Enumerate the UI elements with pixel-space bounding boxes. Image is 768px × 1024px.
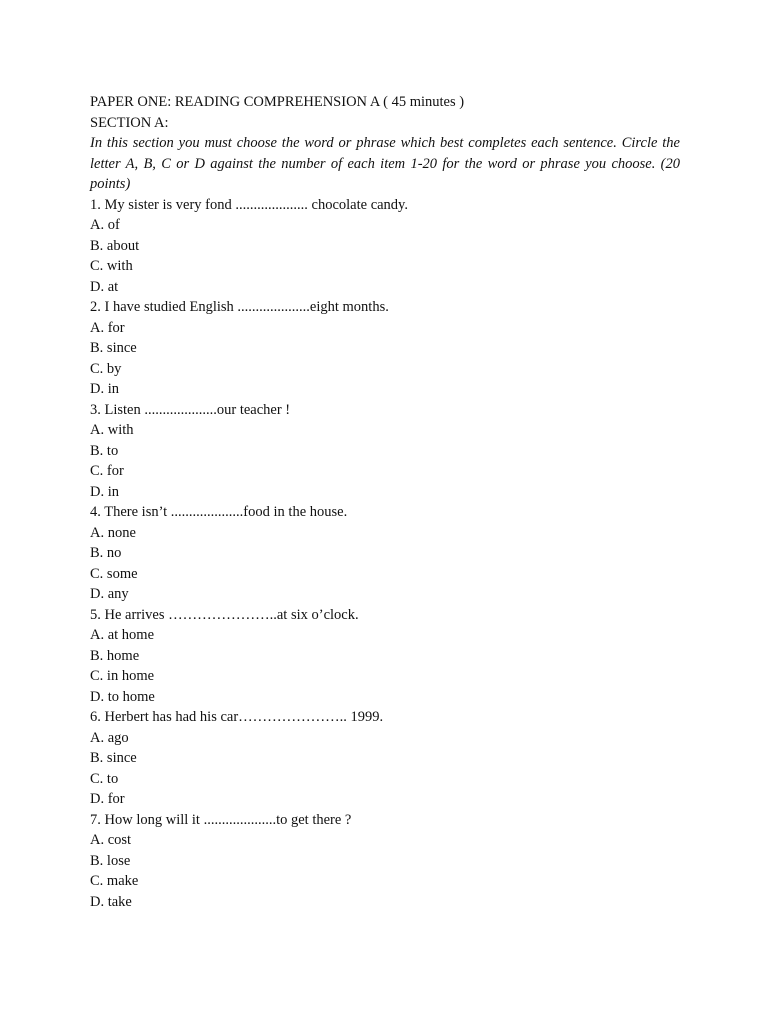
question-text: 4. There isn’t ....................food in the house. xyxy=(90,504,348,520)
answer-options xyxy=(90,830,690,912)
answer-option: A. with xyxy=(90,422,134,438)
answer-option: D. in xyxy=(90,381,119,397)
answer-option: B. to xyxy=(90,442,119,459)
answer-options xyxy=(90,215,690,297)
answer-option: C. to xyxy=(90,770,119,787)
answer-options xyxy=(90,625,690,707)
answer-option: B. lose xyxy=(90,852,131,869)
answer-option: C. with xyxy=(90,258,133,274)
question-text: 6. Herbert has had his car………………….. 1999. xyxy=(90,709,384,725)
answer-option: C. for xyxy=(90,463,124,479)
question-item xyxy=(90,502,690,605)
answer-option: A. for xyxy=(90,319,125,336)
question-item xyxy=(90,297,690,400)
answer-option: C. by xyxy=(90,360,122,377)
answer-option: A. of xyxy=(90,217,120,233)
answer-option: C. in home xyxy=(90,668,155,684)
answer-option: D. any xyxy=(90,586,129,602)
question-text: 2. I have studied English ....................eight months. xyxy=(90,299,389,315)
answer-option: D. take xyxy=(90,893,132,910)
answer-option: A. none xyxy=(90,524,136,541)
answer-option: A. cost xyxy=(90,832,132,848)
answer-option: D. to home xyxy=(90,688,155,705)
answer-options xyxy=(90,728,690,810)
question-item xyxy=(90,195,690,298)
question-item xyxy=(90,400,690,503)
question-list xyxy=(90,195,690,913)
answer-options xyxy=(90,318,690,400)
question-item xyxy=(90,810,690,913)
answer-option: D. for xyxy=(90,791,125,807)
question-text: 7. How long will it ....................to get there ? xyxy=(90,811,352,828)
answer-option: A. at home xyxy=(90,627,155,643)
question-item xyxy=(90,605,690,708)
answer-option: D. in xyxy=(90,483,119,500)
paper-title: PAPER ONE: READING COMPREHENSION A ( 45 minutes ) xyxy=(90,94,465,110)
answer-option: C. some xyxy=(90,565,138,582)
question-text: 5. He arrives …………………..at six o’clock. xyxy=(90,606,359,623)
document-page xyxy=(90,92,690,912)
answer-option: C. make xyxy=(90,873,139,889)
answer-option: A. ago xyxy=(90,729,129,746)
instructions-text: In this section you must choose the word or phrase which best completes each sentence. Circle the letter A, B, C or D against the number of each item 1-20 for the word or phrase you choose. (20 points) xyxy=(90,135,680,192)
answer-options xyxy=(90,420,690,502)
question-text: 3. Listen ....................our teacher ! xyxy=(90,401,291,418)
question-text: 1. My sister is very fond .................... chocolate candy. xyxy=(90,196,408,213)
answer-option: D. at xyxy=(90,278,119,295)
question-item xyxy=(90,707,690,810)
answer-option: B. about xyxy=(90,237,140,254)
answer-option: B. home xyxy=(90,647,140,664)
answer-option: B. since xyxy=(90,750,137,766)
answer-option: B. since xyxy=(90,340,137,356)
section-title: SECTION A: xyxy=(90,114,169,131)
answer-options xyxy=(90,523,690,605)
answer-option: B. no xyxy=(90,545,122,561)
